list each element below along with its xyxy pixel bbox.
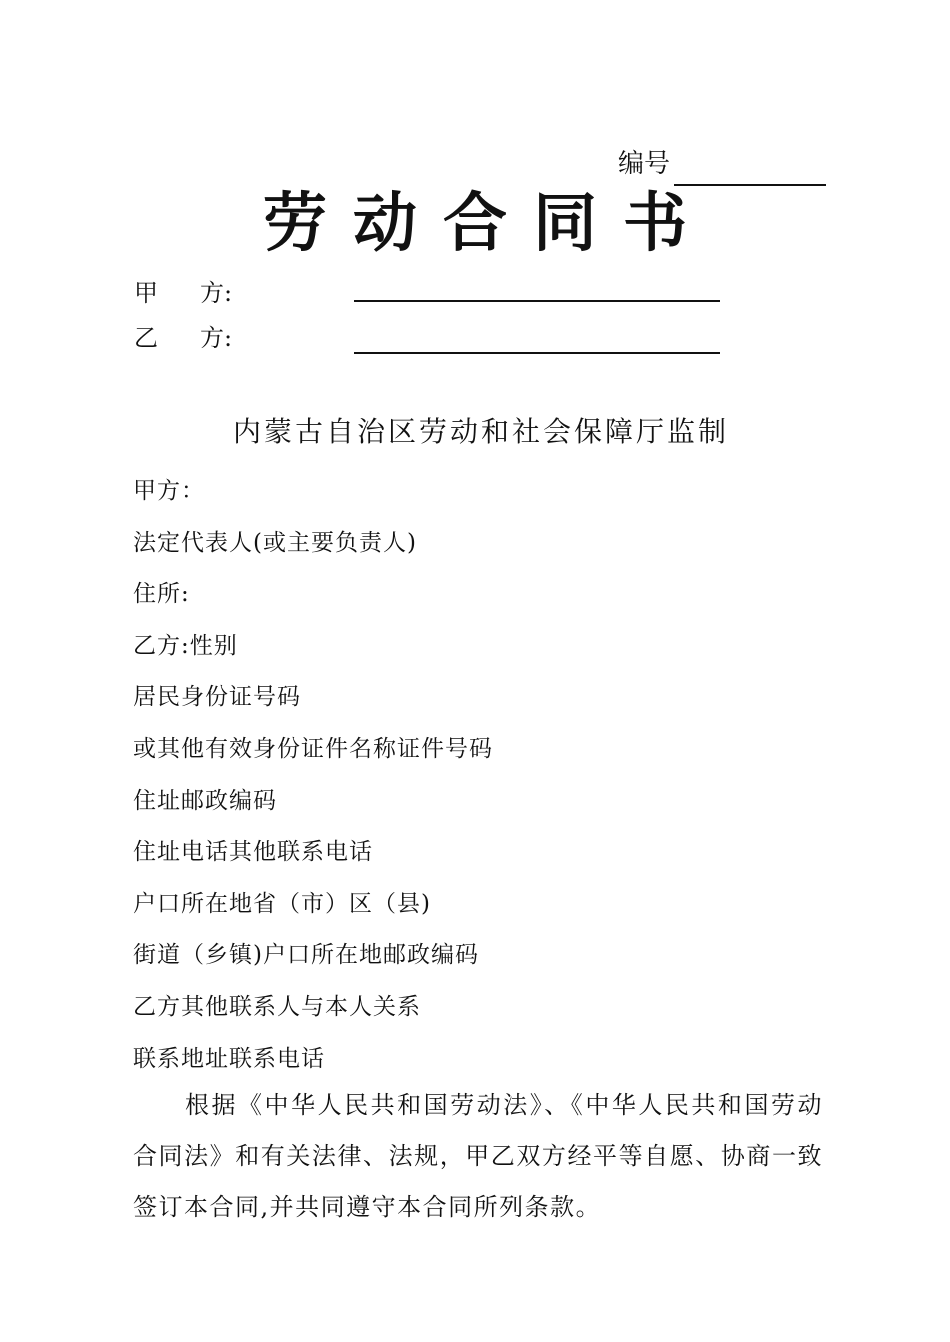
cover-party-b-char1: 乙 xyxy=(134,324,158,352)
field-household-street: 街道（乡镇)户口所在地邮政编码 xyxy=(133,942,479,969)
document-title: 劳动合同书 xyxy=(263,186,713,261)
field-other-contact: 乙方其他联系人与本人关系 xyxy=(133,993,421,1020)
supervisor-line: 内蒙古自治区劳动和社会保障厅监制 xyxy=(232,415,729,448)
intro-paragraph: 根据《中华人民共和国劳动法》、《中华人民共和国劳动合同法》和有关法律、法规，甲乙双方经平等自愿、协商一致签订本合同,并共同遵守本合同所列条款。 xyxy=(133,1091,823,1221)
cover-party-a-char2: 方: xyxy=(200,279,233,307)
serial-number-label: 编号 xyxy=(618,149,671,179)
cover-party-b xyxy=(134,322,232,354)
field-other-id: 或其他有效身份证件名称证件号码 xyxy=(133,735,493,762)
field-domicile: 住所: xyxy=(133,581,190,608)
cover-party-a-blank xyxy=(354,300,720,302)
field-id-number: 居民身份证号码 xyxy=(133,684,301,711)
party-info-fields xyxy=(133,466,833,1085)
field-address-phone: 住址电话其他联系电话 xyxy=(133,839,373,866)
field-legal-representative: 法定代表人(或主要负责人) xyxy=(133,529,417,556)
cover-party-a xyxy=(134,277,232,309)
cover-party-a-char1: 甲 xyxy=(134,279,158,307)
cover-party-b-char2: 方: xyxy=(200,324,233,352)
field-household-province: 户口所在地省（市）区（县) xyxy=(133,890,431,917)
field-address-postcode: 住址邮政编码 xyxy=(133,787,277,814)
cover-party-b-blank xyxy=(354,352,720,354)
field-party-a: 甲方： xyxy=(133,478,205,504)
field-party-b-gender: 乙方:性别 xyxy=(133,632,238,659)
field-contact-address: 联系地址联系电话 xyxy=(133,1045,325,1072)
